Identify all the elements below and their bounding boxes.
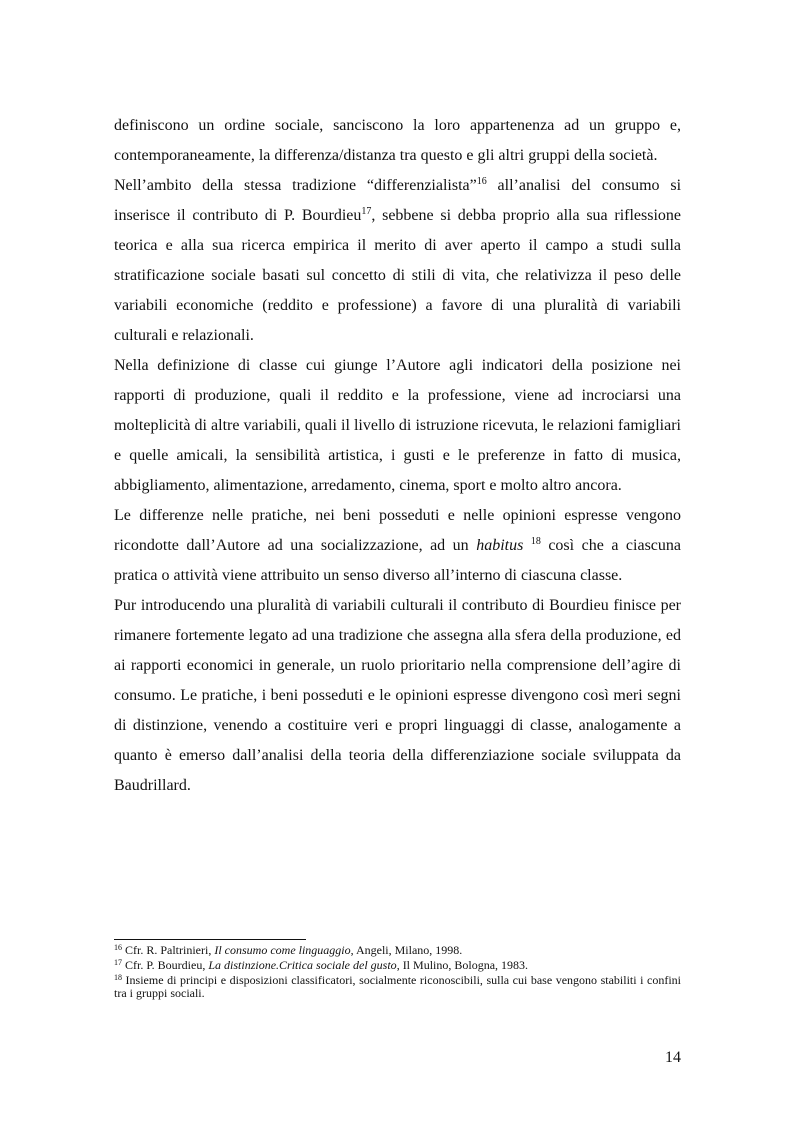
- paragraph-text: Le differenze nelle pratiche, nei beni posseduti e nelle opinioni espresse vengono ricondotte dall’Autore ad una socializzazione, ad un: [114, 507, 681, 554]
- paragraph-4: [114, 501, 681, 591]
- page-number: 14: [665, 1049, 681, 1066]
- footnote-ref-16: 16: [476, 176, 487, 187]
- paragraph-text: definiscono un ordine sociale, sanciscono la loro appartenenza ad un gruppo e, contemporaneamente, la differenza/distanza tra questo e gli altri gruppi della società.: [114, 117, 681, 164]
- body-text: [114, 111, 681, 801]
- paragraph-1: [114, 111, 681, 171]
- footnote-text: Insieme di principi e disposizioni classificatori, socialmente riconoscibili, sulla cui base vengono stabiliti i confini tra i gruppi sociali.: [114, 973, 681, 1000]
- paragraph-text: all’analisi del consumo si inserisce il contributo di P. Bourdieu: [114, 177, 682, 224]
- footnote-18: [114, 974, 681, 1000]
- footnote-number: 18: [114, 973, 122, 982]
- footnote-title: Il consumo come linguaggio: [214, 943, 351, 957]
- paragraph-text: , sebbene si debba proprio alla sua riflessione teorica e alla sua ricerca empirica il merito di aver aperto il campo a studi sulla stratificazione sociale basati sul concetto di stili di vita, che relativizza il peso delle variabili economiche (reddito e professione) a favore di una pluralità di variabili culturali e relazionali.: [114, 207, 682, 344]
- paragraph-text: Nell’ambito della stessa tradizione “differenzialista”: [114, 177, 477, 194]
- paragraph-5: [114, 591, 681, 801]
- paragraph-text: così che a ciascuna pratica o attività viene attribuito un senso diverso all’interno di ciascuna classe.: [114, 537, 682, 584]
- footnotes: [114, 944, 681, 1002]
- footnote-text: Cfr. R. Paltrinieri,: [122, 943, 215, 957]
- footnote-16: [114, 944, 681, 957]
- paragraph-text: Pur introducendo una pluralità di variabili culturali il contributo di Bourdieu finisce per rimanere fortemente legato ad una tradizione che assegna alla sfera della produzione, ed ai rapporti economici in generale, un ruolo prioritario nella comprensione dell’agire di consumo. Le pratiche, i beni posseduti e le opinioni espresse divengono così meri segni di distinzione, venendo a costituire veri e propri linguaggi di classe, analogamente a quanto è emerso dall’analisi della teoria della differenziazione sociale sviluppata da Baudrillard.: [114, 597, 681, 794]
- footnote-ref-18: 18: [530, 536, 541, 547]
- footnote-text: Cfr. P. Bourdieu,: [122, 958, 209, 972]
- paragraph-3: [114, 351, 681, 501]
- footnote-number: 16: [114, 943, 122, 952]
- paragraph-text: [523, 537, 531, 554]
- footnote-number: 17: [114, 958, 122, 967]
- paragraph-text: Nella definizione di classe cui giunge l’Autore agli indicatori della posizione nei rapporti di produzione, quali il reddito e la professione, viene ad incrociarsi una molteplicità di altre variabili, quali il livello di istruzione ricevuta, le relazioni famigliari e quelle amicali, la sensibilità artistica, i gusti e le preferenze in fatto di musica, abbigliamento, alimentazione, arredamento, cinema, sport e molto altro ancora.: [114, 357, 681, 494]
- footnote-17: [114, 959, 681, 972]
- paragraph-2: [114, 171, 681, 351]
- footnote-text: , Il Mulino, Bologna, 1983.: [396, 958, 529, 972]
- italic-term: habitus: [476, 537, 524, 554]
- footnote-divider: [114, 939, 306, 940]
- footnote-text: , Angeli, Milano, 1998.: [350, 943, 463, 957]
- footnote-title: La distinzione.Critica sociale del gusto: [208, 958, 397, 972]
- footnote-ref-17: 17: [361, 206, 372, 217]
